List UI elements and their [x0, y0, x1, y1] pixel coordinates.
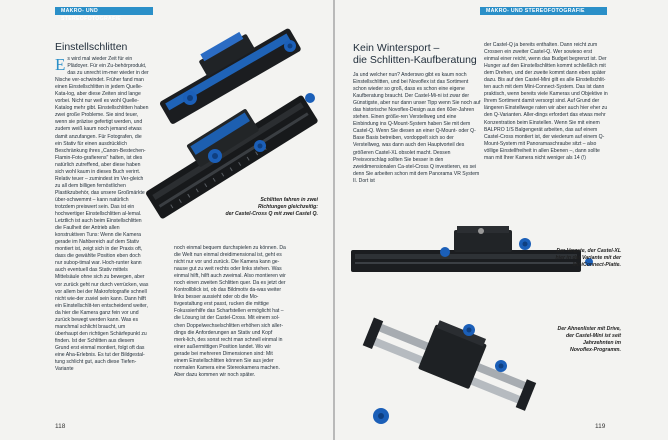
photo-caption [190, 197, 318, 218]
paragraph: s wird mal wieder Zeit für ein Plädoyer. Für ein Zu-behörprodukt, das zu unrecht im-mer wieder in der Nische ver-schwindet. Früher fand man einen Einstellschlitten in jedem Quelle-Kata-log, aber diese Zeiten sind lange vorbei. Nicht nur weil es wohl Quelle-Katalog mehr gibt. Einstellschlitten haben zwei große Probleme. Sie sind teuer, wenn sie präzise gefertigt werden, und zudem weiß kaum noch jemand etwas damit anzufangen. Für Fotografen, die ein Stativ für einen ausdrücklich Beschränkung ihres „Canon-Bestechen-Flamin-Foto-grafierens" halten, ist dies natürlich zutreffend, aber diese haben sich wohl kaum in dieses Buch verirrt. [55, 56, 149, 175]
page-title [353, 42, 493, 66]
paragraph: Relativ teuer – zumindest im Ver-gleich zu all dem billigen fernöstlichen Plastikzubehör, das unsere Großmärkte über-schwemmt – kann natürlich trotzdem preiswert sein. Das ist ein hochwertiger Einstellschlitten al-lemal. Letztlich ist auch beim Einstellschlitten die Faulheit der Antrieb allen konstruktiven Tuns: Wenn die Kamera gerade im Nahbereich auf dem Stativ montiert ist, zeigt sich in der Praxis oft, dass die gewählte Position eben doch nur subop-timal war. Hoch-runter kann auch eventuell das Stativ mittels Mittelsäule ohne sich zu bewegen, aber vor zurück geht nur durch verrücken, was vor allem bei der Makrofotografie schnell nicht wie-der zuviel sein kann. Dann hilft ein Einstellschlit-ten entscheidend weiter, da hier die Kamera ganz fein vor und zurück bewegt werden kann. Was es manchmal schlicht braucht, um überhaupt den richtigen Schärfepunkt zu finden. Ist der Schlitten aus diesem Grund erst einmal montiert, folgt oft das eine Aha-Erlebnis. Es tut der Bildgestal-tung schlicht gut, auch diese Tiefen-Variante [55, 175, 149, 373]
photo-caption [515, 248, 621, 269]
page-title: Einstellschlitten [55, 41, 128, 53]
caption-line: Jahrzehnten im [582, 340, 621, 346]
photo-caption [515, 326, 621, 354]
castel-mini-photo [351, 296, 541, 426]
dropcap: E [55, 55, 66, 74]
right-page [335, 0, 668, 440]
caption-line: der Castel-Cross Q mit zwei Castel Q. [225, 211, 318, 217]
text-column-1 [55, 56, 149, 373]
caption-line: Schlitten fahren in zwei [260, 197, 318, 203]
castel-cross-photo [140, 28, 330, 223]
text-column-1: Ja und welcher nun? Anderswo gibt es kaum noch Einstellschlitten, und bei Novoflex ist das Sortiment schon wieder so groß, dass es schon eine eigene Kaufberatung braucht. Der Castel-Mi-ni ist zwar der Günstigste, aber nur dann unser Tipp wenn Sie noch auf das historische Novoflex-Design aus den 60er-Jahren stehen. Einen größe-ren Verstellweg und eine Einbindung ins Q-Mount-System haben Sie mit dem Castel-Q. Wenn Sie diesen an einer Q-Mount- oder Q-Base Basis betreiben, vordoppelt sich so der Verstellweg, was dann auch den Hauptvorteil des größeren Castel-XL obsolet macht. Dessen Preisvorschlag sollten Sie besser in den zweidimensionalen Ca-stel-Cross Q investieren, es sei denn Sie arbeiten schon mit dem Panorama VR System II. Dort ist [353, 72, 481, 184]
left-page [0, 0, 333, 440]
section-header: MAKRO- UND STEREOFOTOGRAFIE [480, 7, 607, 15]
caption-line: hier in der Variante mit der [555, 255, 621, 261]
caption-line: Der Ahnenlister mit Drive, [557, 326, 621, 332]
page-number: 118 [55, 423, 66, 430]
caption-line: MiniConnect-Platte. [572, 262, 621, 268]
caption-line: Richtungen gleichzeitig: [258, 204, 318, 210]
title-line: Kein Wintersport – [353, 42, 440, 54]
text-column-2: noch einmal bequem durchspielen zu können. Da die Welt nun einmal dreidimensional ist, geht es nicht nur vor und zurück. Die Kamera kann ge-nause gut zu weit rechts oder links stehen. Was einmal hilft, hilft auch zweimal. Also montieren wir noch einen zweiten Schlitten quer. Da es jetzt der Kontrollblick ist, ob das Bildmotiv da-was weiter links besser aussieht oder ob die Mo-tivgestaltung erst passt, rucken die mittige Fokussierhilfe das Scharfstellen ermöglicht hat – die Lösung ist der Castel-Cross. Mit einem sol-chen Doppelwechselschlitten erhöhen sich aller-dings die Anforderungen an Stativ und Kopf merk-lich, des sonst recht man schnell einmal in einer außermittigen Position landet. Wo wir gerade bei mehreren Dimensionen sind: Mit einem Einstellschlitten können Sie aus jeder normalen Kamera eine Stereokamera machen. Aber dazu kommen wir noch später. [174, 245, 286, 378]
page-number: 119 [595, 423, 606, 430]
text-column-2: der Castel-Q ja bereits enthalten. Dann reicht zum Crossen ein zweiter Castel-Q. Wer sowieso erst einmal einer reicht, wenn das Budget begrenzt ist. Der Hunger auf den Einstellschlitten kommt schließlich mit dem Drehen, und der zweite kommt dann eben später dazu. Bis auf den Castel-Mini gilt es alle Einstellschlit-ten auch mit dem Mini-Connect-System. Das ist dann praktisch, wenn bereits viele Kameras und Objektive in Ihrem Sortiment damit versorgt sind. Auf Grund der längeren Einstellwege raten wir aber auch hier eher zu den Q-Varianten. Aller-dings erfordert das etwas mehr Konzentration beim Einstellen. Wenn Sie mit einem BALPRO 1/S Balgengerät arbeiten, das auf einem Castel-Cross montiert ist, der wiederum auf einem Q-Mount-System mit Panoramaschraube sitzt – also völlige Einstellfreiheit in allen Ebenen –, dann sollte man mit Ihrer Kamera nicht weniger als 14 (!) [484, 42, 608, 161]
section-header: MAKRO- UND STEREOFOTOGRAFIE [55, 7, 153, 15]
caption-line: der Castel-Mini ist seit [565, 333, 621, 339]
caption-line: Novoflex-Programm. [569, 347, 621, 353]
title-line: die Schlitten-Kaufberatung [353, 54, 477, 66]
caption-line: Der längste, der Castel-XL [556, 248, 621, 254]
